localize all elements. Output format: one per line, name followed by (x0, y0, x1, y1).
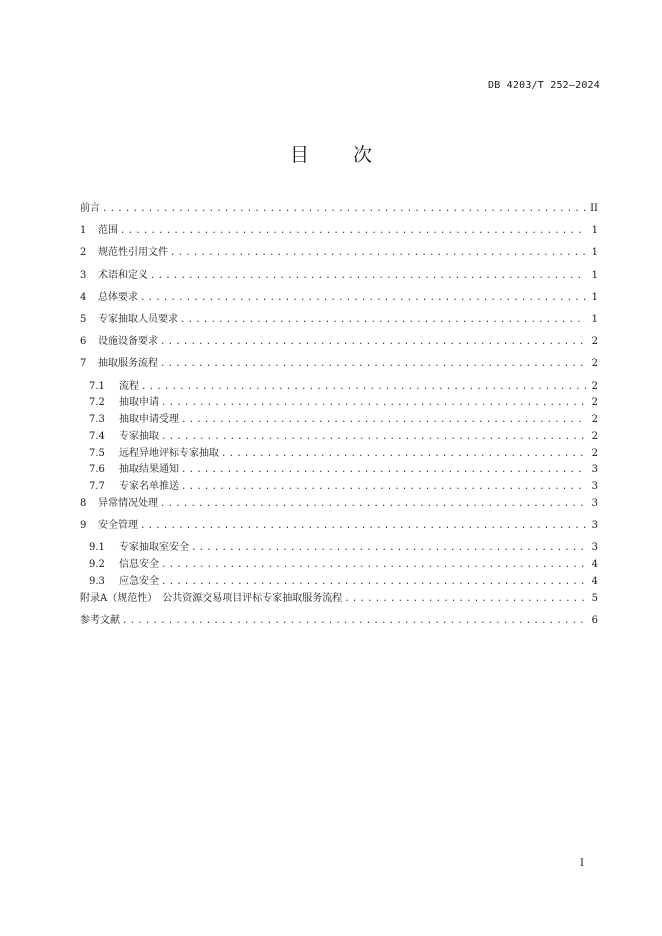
toc-entry[interactable] (80, 245, 598, 262)
toc-entry-number: 7.4 (89, 430, 105, 442)
toc-entry-number: 7.2 (89, 397, 105, 409)
toc-entry[interactable] (80, 446, 598, 463)
toc-entry-page: II (590, 203, 598, 214)
toc-entry[interactable] (80, 574, 598, 591)
toc-dot-leader (120, 223, 586, 240)
toc-entry-page: 2 (591, 358, 598, 370)
toc-entry[interactable] (80, 591, 598, 608)
toc-entry-number: 5 (80, 313, 87, 325)
toc-entry[interactable] (80, 356, 598, 373)
toc-entry-title: 专家名单推送 (119, 481, 179, 493)
page-title: 目次 (289, 144, 416, 166)
toc-entry-title: 范围 (98, 225, 118, 237)
toc-entry-title: 异常情况处理 (98, 498, 158, 510)
toc-dot-leader (180, 312, 586, 329)
toc-dot-leader (150, 268, 586, 285)
toc-entry[interactable] (80, 268, 598, 285)
toc-entry-title: 信息安全 (119, 559, 159, 571)
toc-entry-title: 附录A（规范性） 公共资源交易项目评标专家抽取服务流程 (80, 592, 343, 604)
toc-entry-number: 9.1 (89, 542, 105, 554)
toc-dot-leader (221, 446, 586, 463)
toc-entry-number: 7.7 (89, 481, 105, 493)
toc-entry-page: 1 (591, 225, 598, 237)
toc-entry-number: 9 (80, 520, 87, 532)
toc-dot-leader (141, 379, 586, 396)
toc-entry-title: 抽取结果通知 (119, 464, 179, 476)
toc-entry-number: 1 (80, 225, 87, 237)
toc-dot-leader (161, 557, 586, 574)
toc-dot-leader (181, 462, 586, 479)
toc-entry[interactable] (80, 613, 598, 630)
toc-entry-page: 1 (591, 269, 598, 281)
toc-entry-title: 抽取申请 (119, 397, 159, 409)
toc-entry-title: 专家抽取 (119, 430, 159, 442)
toc-entry-page: 1 (591, 247, 598, 259)
toc-entry-number: 7.3 (89, 414, 105, 426)
toc-entry-title: 总体要求 (98, 291, 138, 303)
toc-dot-leader (140, 290, 586, 307)
toc-entry[interactable] (80, 395, 598, 412)
toc-entry-title: 术语和定义 (98, 269, 148, 281)
toc-entry-title: 专家抽取室安全 (119, 542, 189, 554)
toc-dot-leader (160, 356, 586, 373)
toc-entry[interactable] (80, 429, 598, 446)
toc-dot-leader (344, 591, 586, 608)
toc-entry[interactable] (80, 201, 598, 218)
page-number: I (580, 858, 584, 869)
toc-entry-title: 安全管理 (98, 520, 138, 532)
toc-dot-leader (122, 613, 586, 630)
toc-entry-number: 6 (80, 336, 87, 348)
toc-entry-page: 3 (591, 464, 598, 476)
toc-dot-leader (170, 245, 586, 262)
toc-entry[interactable] (80, 379, 598, 396)
toc-entry[interactable] (80, 540, 598, 557)
toc-dot-leader (140, 518, 586, 535)
toc-entry[interactable] (80, 557, 598, 574)
toc-dot-leader (102, 201, 586, 218)
toc-dot-leader (161, 429, 586, 446)
toc-entry-number: 3 (80, 269, 87, 281)
toc-dot-leader (181, 412, 586, 429)
toc-entry-title: 流程 (119, 380, 139, 392)
toc-entry-number: 2 (80, 247, 87, 259)
toc-entry-page: 2 (591, 380, 598, 392)
toc-entry-number: 7.6 (89, 464, 105, 476)
toc-entry[interactable] (80, 223, 598, 240)
toc-entry-page: 3 (591, 520, 598, 532)
toc-entry[interactable] (80, 334, 598, 351)
table-of-contents (80, 201, 598, 635)
toc-entry-page: 1 (591, 291, 598, 303)
toc-entry[interactable] (80, 290, 598, 307)
toc-entry-page: 2 (591, 414, 598, 426)
toc-entry-number: 7.5 (89, 447, 105, 459)
toc-entry-title: 规范性引用文件 (98, 247, 168, 259)
toc-entry-title: 抽取服务流程 (98, 358, 158, 370)
toc-dot-leader (191, 540, 586, 557)
toc-entry-number: 8 (80, 498, 87, 510)
toc-entry[interactable] (80, 312, 598, 329)
toc-entry[interactable] (80, 496, 598, 513)
toc-entry-number: 4 (80, 291, 87, 303)
toc-entry-title: 专家抽取人员要求 (98, 313, 178, 325)
toc-entry-page: 3 (591, 481, 598, 493)
toc-entry-title: 设施设备要求 (98, 336, 158, 348)
toc-entry[interactable] (80, 479, 598, 496)
toc-entry-number: 9.2 (89, 559, 105, 571)
toc-entry-title: 远程异地评标专家抽取 (119, 447, 219, 459)
document-id: DB 4203/T 252—2024 (488, 80, 600, 91)
toc-entry-page: 2 (591, 447, 598, 459)
toc-entry-title: 前言 (80, 203, 100, 214)
toc-entry-page: 2 (591, 397, 598, 409)
toc-entry-number: 7 (80, 358, 87, 370)
toc-entry-page: 5 (591, 592, 598, 604)
toc-dot-leader (160, 334, 586, 351)
toc-entry[interactable] (80, 518, 598, 535)
toc-entry-title: 抽取申请受理 (119, 414, 179, 426)
toc-entry-page: 4 (591, 576, 598, 588)
toc-entry-page: 2 (591, 430, 598, 442)
toc-entry-page: 1 (591, 313, 598, 325)
toc-dot-leader (161, 395, 586, 412)
toc-entry[interactable] (80, 462, 598, 479)
toc-entry-number: 7.1 (89, 380, 105, 392)
toc-dot-leader (161, 574, 586, 591)
toc-entry-number: 9.3 (89, 576, 105, 588)
toc-entry-title: 参考文献 (80, 615, 120, 627)
toc-entry[interactable] (80, 412, 598, 429)
toc-entry-page: 6 (591, 615, 598, 627)
toc-entry-page: 3 (591, 542, 598, 554)
toc-dot-leader (160, 496, 586, 513)
toc-entry-page: 2 (591, 336, 598, 348)
toc-entry-title: 应急安全 (119, 576, 159, 588)
toc-entry-page: 4 (591, 559, 598, 571)
toc-dot-leader (181, 479, 586, 496)
toc-entry-page: 3 (591, 498, 598, 510)
